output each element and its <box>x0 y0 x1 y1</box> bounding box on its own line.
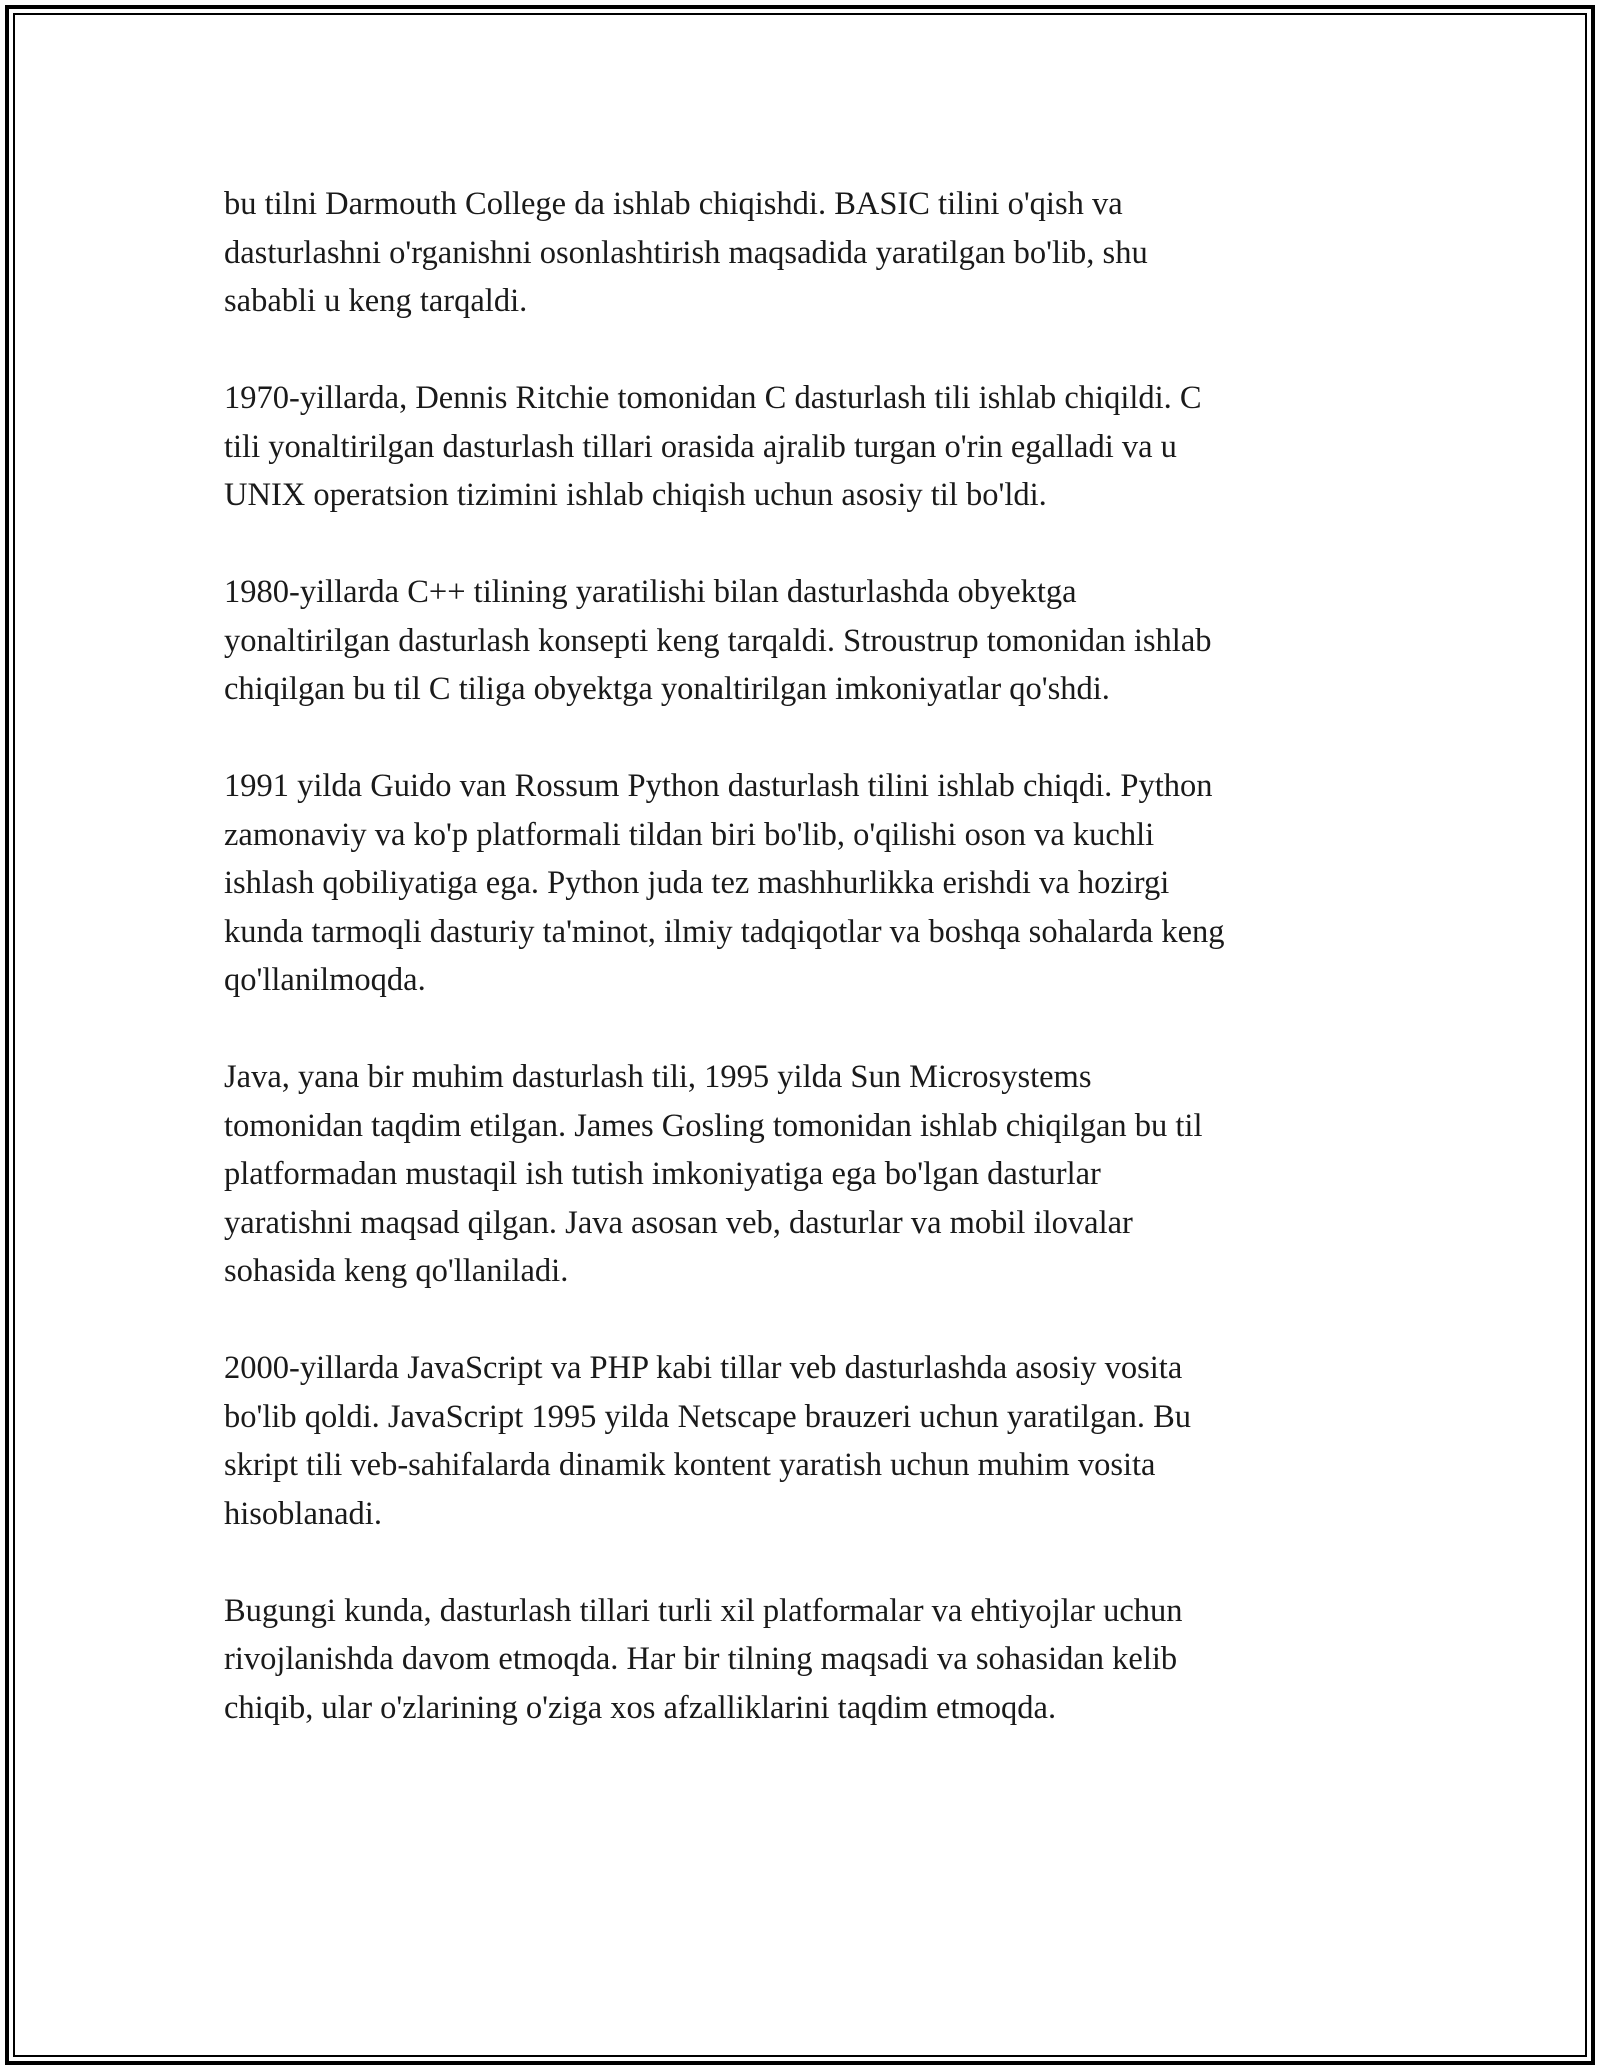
paragraph-c-language: 1970-yillarda, Dennis Ritchie tomonidan C dasturlash tili ishlab chiqildi. C tili yonaltirilgan dasturlash tillari orasida ajralib turgan o'rin egalladi va u UNIX operatsion tizimini ishlab chiqish uchun asosiy til bo'ldi. <box>224 380 1202 513</box>
paragraph-java-language: Java, yana bir muhim dasturlash tili, 1995 yilda Sun Microsystems tomonidan taqdim etilgan. James Gosling tomonidan ishlab chiqilgan bu til platformadan mustaqil ish tutish imkoniyatiga ega bo'lgan dasturlar yaratishni maqsad qilgan. Java asosan veb, dasturlar va mobil ilovalar sohasida keng qo'llaniladi. <box>224 1059 1203 1289</box>
paragraph-python-language: 1991 yilda Guido van Rossum Python dasturlash tilini ishlab chiqdi. Python zamonaviy va ko'p platformali tildan biri bo'lib, o'qilishi oson va kuchli ishlash qobiliyatiga ega. Python juda tez mashhurlikka erishdi va hozirgi kunda tarmoqli dasturiy ta'minot, ilmiy tadqiqotlar va boshqa sohalarda keng qo'llanilmoqda. <box>224 768 1225 998</box>
paragraph-cpp-language: 1980-yillarda C++ tilining yaratilishi bilan dasturlashda obyektga yonaltirilgan dasturlash konsepti keng tarqaldi. Stroustrup tomonidan ishlab chiqilgan bu til C tiliga obyektga yonaltirilgan imkoniyatlar qo'shdi. <box>224 574 1212 707</box>
paragraph-today: Bugungi kunda, dasturlash tillari turli xil platformalar va ehtiyojlar uchun rivojlanishda davom etmoqda. Har bir tilning maqsadi va sohasidan kelib chiqib, ular o'zlarining o'ziga xos afzalliklarini taqdim etmoqda. <box>224 1592 1183 1726</box>
paragraph-javascript-php: 2000-yillarda JavaScript va PHP kabi tillar veb dasturlashda asosiy vosita bo'lib qoldi. JavaScript 1995 yilda Netscape brauzeri uchun yaratilgan. Bu skript tili veb-sahifalarda dinamik kontent yaratish uchun muhim vosita hisoblanadi. <box>224 1350 1192 1532</box>
document-body <box>224 180 1394 1781</box>
paragraph-basic: bu tilni Darmouth College da ishlab chiqishdi. BASIC tilini o'qish va dasturlashni o'rganishni osonlashtirish maqsadida yaratilgan bo'lib, shu sababli u keng tarqaldi. <box>224 186 1148 319</box>
